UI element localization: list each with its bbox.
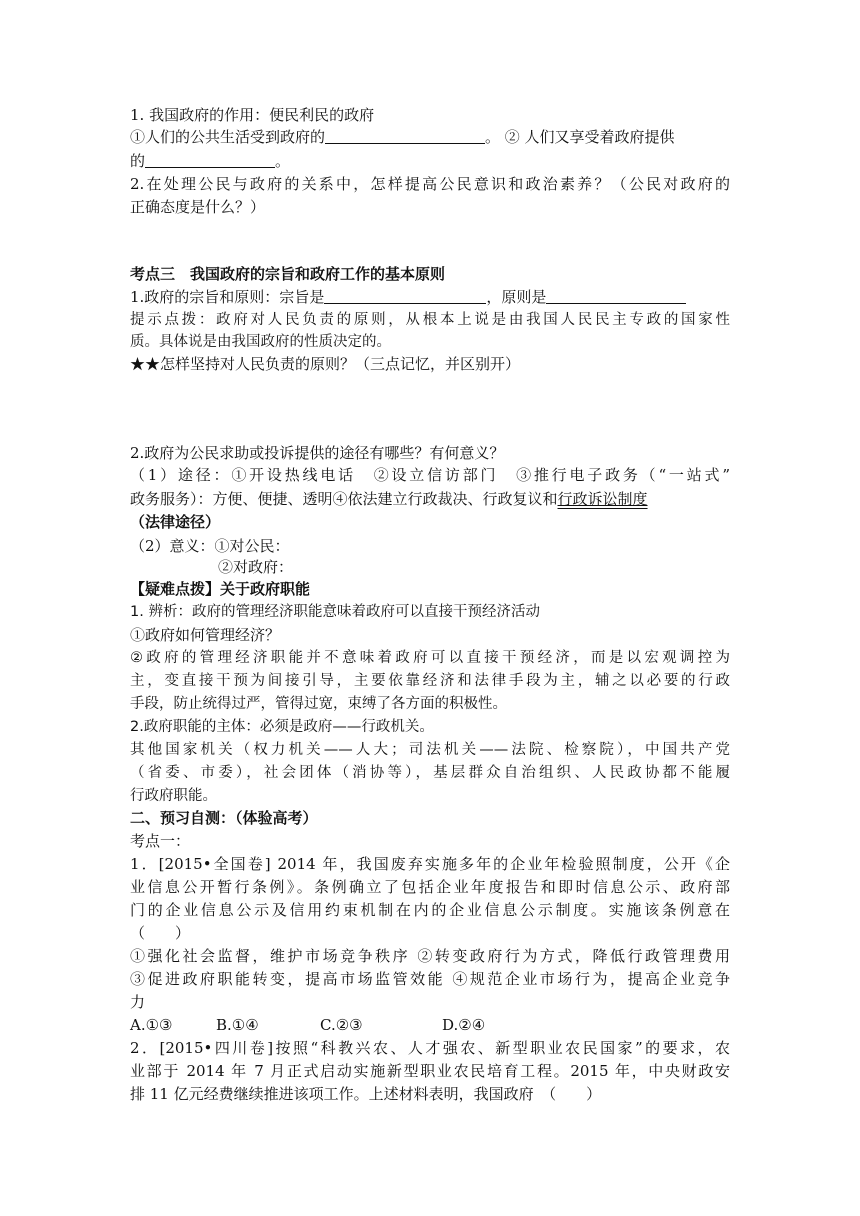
question-line: ③促进政府职能转变，提高市场监管效能 ④规范企业市场行为，提高企业竞争 [130, 970, 730, 988]
item-government-role: 1. 我国政府的作用：便民利民的政府 [130, 106, 375, 124]
question-line: （ ） [130, 924, 191, 942]
section-heading: 考点三 我国政府的宗旨和政府工作的基本原则 [130, 265, 446, 283]
question-text: 2.政府为公民求助或投诉提供的途径有哪些？有何意义？ [130, 444, 505, 462]
body-text: 其他国家机关（权力机关——人大；司法机关——法院、检察院），中国共产党 [130, 742, 730, 758]
option-c: C.②③ [320, 1016, 363, 1034]
answer-text: （法律途径） [130, 513, 221, 531]
answer-blank [325, 127, 485, 144]
question-text: 2.在处理公民与政府的关系中，怎样提高公民意识和政治素养？（公民对政府的 [130, 175, 730, 193]
option-d: D.②④ [442, 1016, 486, 1034]
question-line: 业部于 2014 年 7 月正式启动实施新型职业农民培育工程。2015 年，中央财政安 [130, 1062, 730, 1080]
answer-text: （2）意义：①对公民： [130, 537, 290, 555]
fill-blank-line: 1.政府的宗旨和原则：宗旨是 ，原则是 [130, 286, 730, 308]
body-text: 手段，防止统得过严，管得过宽，束缚了各方面的积极性。 [130, 696, 507, 712]
option-b: B.①④ [216, 1016, 259, 1034]
body-text: ②政府的管理经济职能并不意味着政府可以直接干预经济，而是以宏观调控为 [130, 650, 730, 666]
question-line: 2．[2015•四川卷]按照“科教兴农、人才强农、新型职业农民国家”的要求，农 [130, 1039, 730, 1057]
answer-text: （1）途径：①开设热线电话 ②设立信访部门 ③推行电子政务（“一站式” [130, 466, 730, 484]
body-text: （省委、市委），社会团体（消协等），基层群众自治组织、人民政协都不能履 [130, 765, 730, 781]
section-heading: 【疑难点拨】关于政府职能 [130, 580, 311, 598]
question-line: 1．[2015•全国卷] 2014 年，我国废弃实施多年的企业年检验照制度，公开《企 [130, 855, 730, 873]
question-line: 业信息公开暂行条例》。条例确立了包括企业年度报告和即时信息公示、政府部 [130, 878, 730, 896]
question-line: ①强化社会监督，维护市场竞争秩序 ②转变政府行为方式，降低行政管理费用 [130, 947, 730, 965]
body-text: 主，变直接干预为间接引导，主要依靠经济和法律手段为主，辅之以必要的行政 [130, 673, 730, 689]
body-text: ①政府如何管理经济？ [130, 626, 281, 644]
underlined-term: 行政诉讼制度 [557, 490, 648, 508]
answer-text: 政务服务）：方便、便捷、透明④依法建立行政裁决、行政复议和行政诉讼制度 [130, 490, 648, 508]
question-line: 排 11 亿元经费继续推进该项工作。上述材料表明，我国政府 （ ） [130, 1085, 602, 1103]
question-text: 正确态度是什么？） [130, 198, 266, 216]
answer-blank [145, 151, 275, 168]
answer-blank [324, 287, 486, 304]
question-line: 力 [130, 993, 146, 1011]
body-text: 行政府职能。 [130, 788, 217, 804]
body-text: 1. 辨析：政府的管理经济职能意味着政府可以直接干预经济活动 [130, 604, 540, 620]
hint-text: 提示点拨：政府对人民负责的原则，从根本上说是由我国人民民主专政的国家性 [130, 312, 730, 328]
option-a: A.①③ [130, 1016, 173, 1034]
section-heading: 二、预习自测：（体验高考） [130, 809, 318, 827]
hint-text: 质。具体说是由我国政府的性质决定的。 [130, 334, 391, 350]
answer-text: ②对政府： [218, 558, 294, 576]
fill-blank-line: ①人们的公共生活受到政府的 。 ② 人们又享受着政府提供 [130, 128, 675, 146]
question-line: 门的企业信息公示及信用约束机制在内的企业信息公示制度。实施该条例意在 [130, 901, 730, 919]
body-text: 2.政府职能的主体：必须是政府——行政机关。 [130, 719, 434, 735]
fill-blank-line: 的 。 [130, 152, 291, 170]
answer-blank [546, 287, 686, 304]
question-text: ★★怎样坚持对人民负责的原则？（三点记忆，并区别开） [130, 355, 521, 373]
subheading: 考点一： [130, 832, 191, 850]
